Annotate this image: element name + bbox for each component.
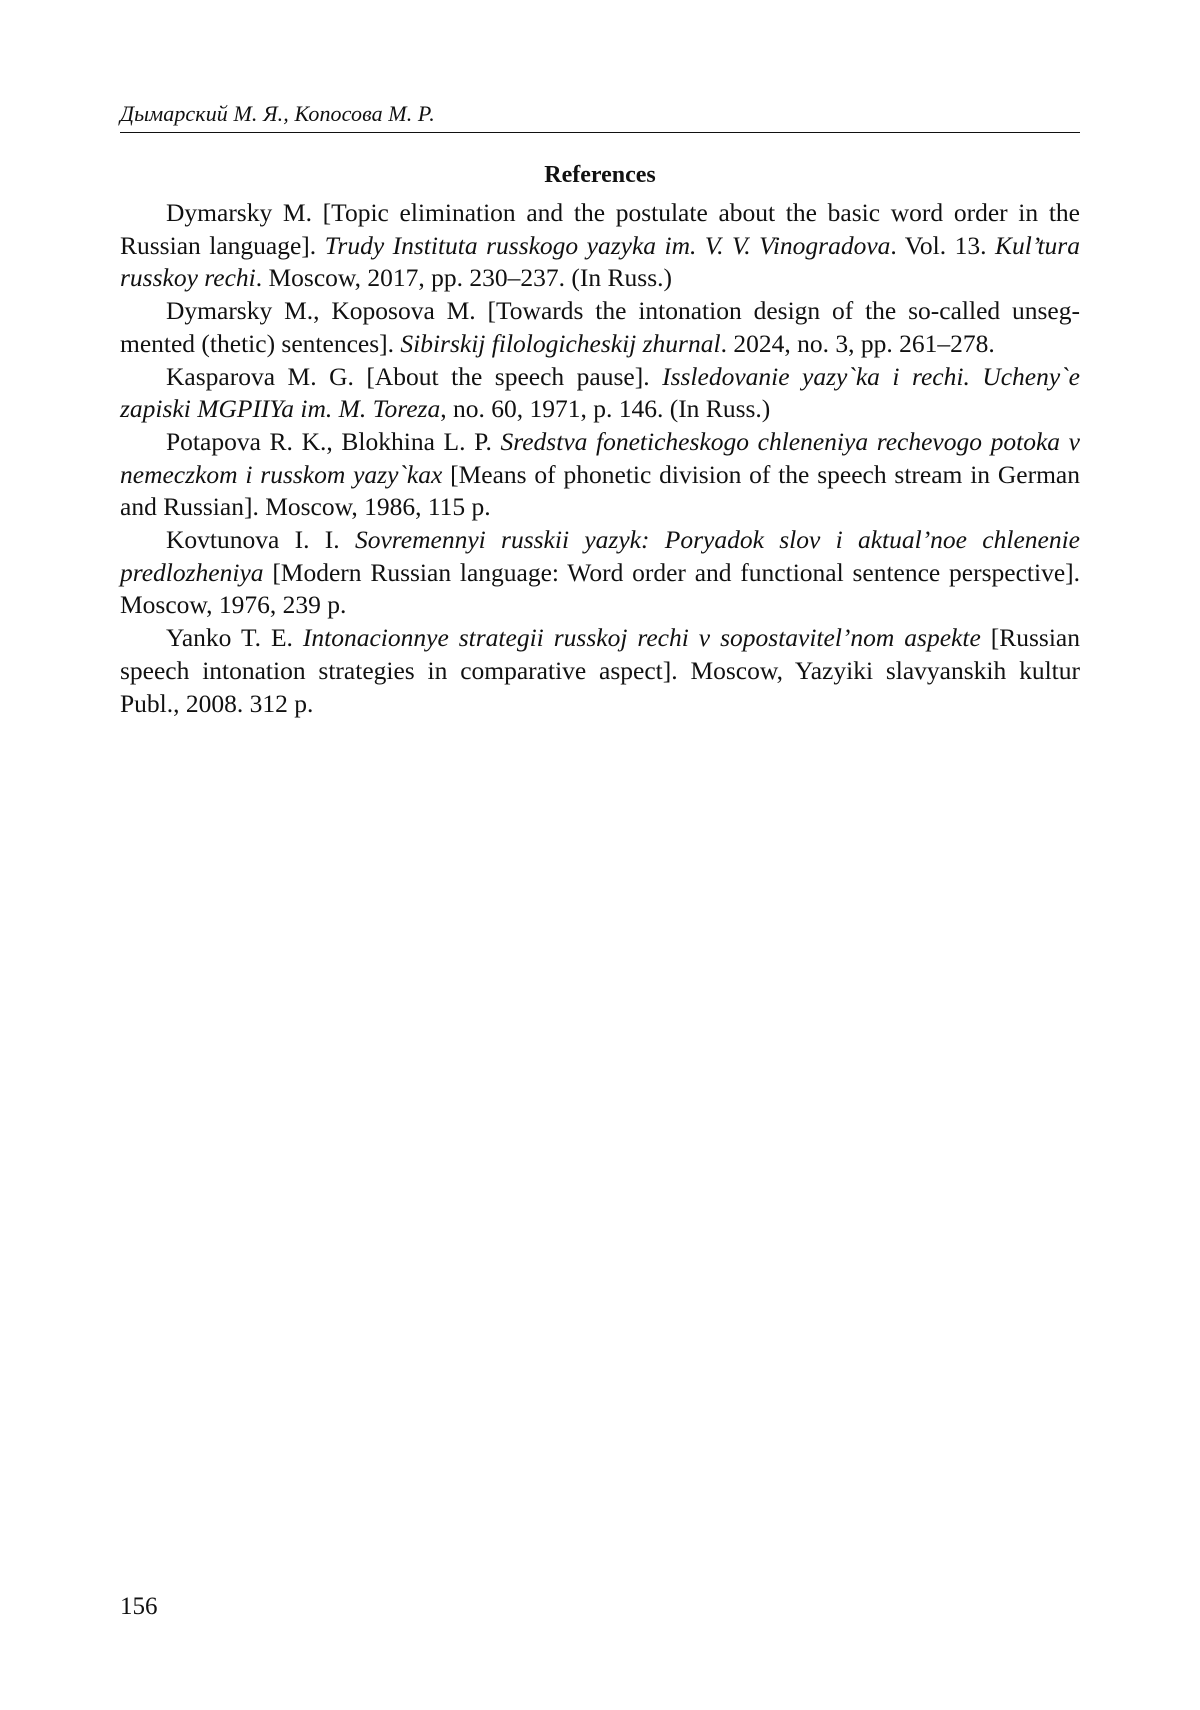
reference-text: [Means of phonetic division of the speech stream in German and Russian]. Moscow, 1986, 115 p. bbox=[120, 459, 1080, 522]
reference-item-2 bbox=[120, 295, 1080, 360]
reference-italic-title: Sibirskij filologicheskij zhurnal bbox=[400, 328, 721, 358]
reference-text: . 2024, no. 3, pp. 261–278. bbox=[720, 328, 995, 358]
reference-item-6 bbox=[120, 622, 1080, 720]
reference-text: Potapova R. K., Blokhina L. P. bbox=[166, 426, 501, 456]
reference-item-3 bbox=[120, 361, 1080, 426]
reference-text: [Modern Russian language: Word order and functional sentence perspective]. Moscow, 1976, 239 p. bbox=[120, 557, 1080, 620]
reference-item-5 bbox=[120, 524, 1080, 622]
reference-italic-title: Sovremennyi russkii yazyk: Poryadok slov i aktual’noe chlenenie predlozheniya bbox=[120, 525, 1080, 587]
reference-text: [Russian speech intonation strategies in comparative aspect]. Moscow, Yazyiki slavyanskih kultur Publ., 2008. 312 p. bbox=[120, 623, 1080, 718]
reference-text: . Vol. 13. bbox=[890, 230, 995, 260]
reference-italic-title: Kul’tura russkoy rechi bbox=[120, 230, 1080, 293]
reference-list bbox=[120, 197, 1080, 720]
reference-italic-title: Issledovanie yazy`ka i rechi. Ucheny`e zapiski MGPIIYa im. M. Toreza bbox=[120, 361, 1080, 424]
reference-text: , no. 60, 1971, p. 146. (In Russ.) bbox=[440, 394, 771, 424]
reference-text: . Moscow, 2017, pp. 230–237. (In Russ.) bbox=[255, 263, 672, 293]
reference-italic-title: Sredstva foneticheskogo chleneniya rechevogo potoka v nemeczkom i russkom yazy`kax bbox=[120, 426, 1080, 489]
reference-item-1 bbox=[120, 197, 1080, 295]
running-header: Дымарский М. Я., Копосова М. Р. bbox=[120, 100, 1080, 133]
reference-text: Dymarsky M., Koposova M. [Towards the intonation design of the so-called unsegmented (thetic) sentences]. bbox=[120, 296, 1080, 358]
reference-italic-title: Trudy Instituta russkogo yazyka im. V. V. Vinogradova bbox=[324, 230, 891, 260]
section-title: References bbox=[544, 162, 656, 188]
reference-text: Yanko T. E. bbox=[166, 623, 303, 653]
reference-text: Kasparova M. G. [About the speech pause]. bbox=[166, 361, 663, 391]
page-content bbox=[120, 100, 1080, 720]
reference-item-4 bbox=[120, 426, 1080, 524]
reference-text: Kovtunova I. I. bbox=[166, 525, 355, 555]
reference-italic-title: Intonacionnye strategii russkoj rechi v sopostavitel’nom aspekte bbox=[302, 623, 981, 653]
page-number: 156 bbox=[120, 1593, 158, 1620]
reference-text: Dymarsky M. [Topic elimination and the postulate about the basic word order in the Russian language]. bbox=[120, 198, 1080, 260]
